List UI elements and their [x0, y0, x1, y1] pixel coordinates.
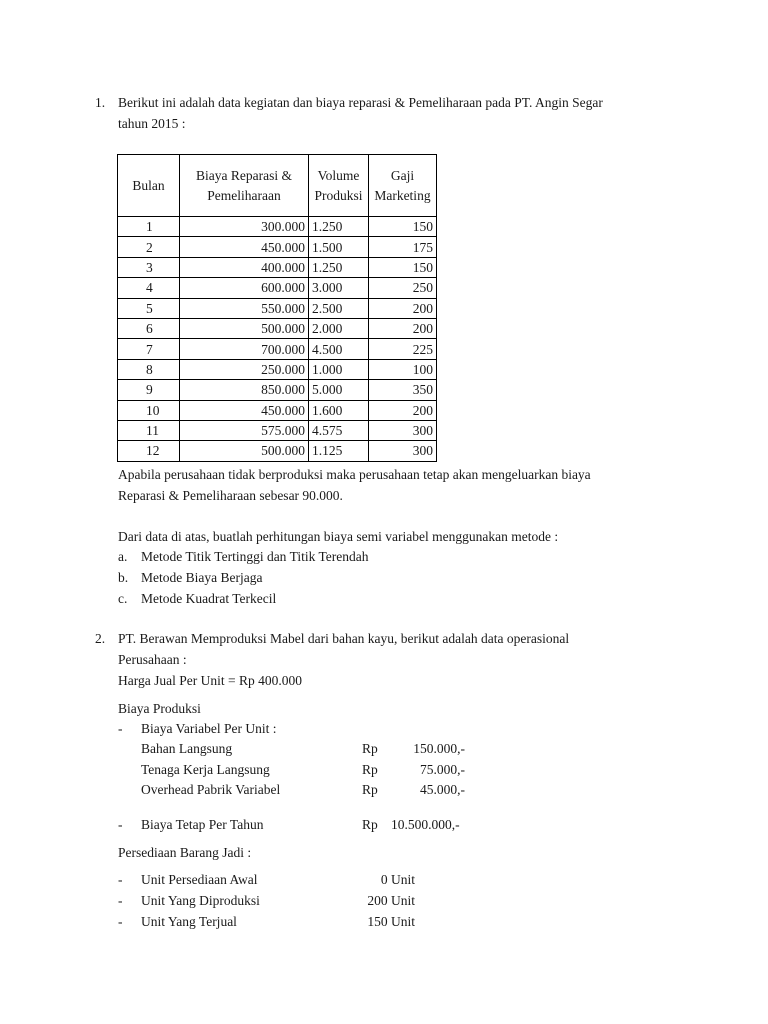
table-row: [118, 339, 437, 359]
table-row: [118, 217, 437, 237]
stock-label: Unit Yang Terjual: [141, 914, 237, 929]
cell-biaya: 700.000: [179, 339, 308, 359]
cell-bulan: 2: [118, 237, 180, 257]
list-dash: -: [118, 914, 123, 929]
cost-amount: 75.000,-: [420, 762, 465, 777]
cost-label: Bahan Langsung: [141, 741, 233, 756]
header-gaji: Gaji Marketing: [368, 155, 436, 217]
stock-value: 150 Unit: [367, 914, 415, 929]
cell-bulan: 5: [118, 298, 180, 318]
cell-bulan: 11: [118, 420, 180, 440]
q1-intro-line2: tahun 2015 :: [118, 116, 186, 131]
q2-tetap-label: Biaya Tetap Per Tahun: [141, 817, 264, 832]
cost-amount: 45.000,-: [420, 782, 465, 797]
list-dash: -: [118, 817, 123, 832]
cell-biaya: 850.000: [179, 380, 308, 400]
q1-note-line2: Reparasi & Pemeliharaan sebesar 90.000.: [118, 488, 343, 503]
cell-gaji: 200: [368, 318, 436, 338]
stock-value: 200 Unit: [367, 893, 415, 908]
q2-price: Harga Jual Per Unit = Rp 400.000: [118, 673, 302, 688]
cell-biaya: 400.000: [179, 257, 308, 277]
cell-bulan: 10: [118, 400, 180, 420]
cell-volume: 5.000: [308, 380, 368, 400]
cell-gaji: 150: [368, 217, 436, 237]
cost-label: Overhead Pabrik Variabel: [141, 782, 281, 797]
table-header-row: [118, 155, 437, 217]
cell-biaya: 450.000: [179, 400, 308, 420]
method-text: Metode Kuadrat Terkecil: [141, 591, 277, 606]
table-row: [118, 298, 437, 318]
table-row: [118, 257, 437, 277]
cell-gaji: 100: [368, 359, 436, 379]
cell-biaya: 300.000: [179, 217, 308, 237]
cell-biaya: 550.000: [179, 298, 308, 318]
stock-value: 0 Unit: [380, 872, 415, 887]
q1-note-line1: Apabila perusahaan tidak berproduksi maka perusahaan tetap akan mengeluarkan biaya: [118, 467, 591, 482]
table-row: [118, 237, 437, 257]
method-letter: b.: [118, 570, 129, 585]
header-bulan: Bulan: [118, 155, 180, 217]
cell-gaji: 250: [368, 278, 436, 298]
q2-persediaan-title: Persediaan Barang Jadi :: [118, 845, 252, 860]
header-biaya: Biaya Reparasi & Pemeliharaan: [179, 155, 308, 217]
cell-biaya: 450.000: [179, 237, 308, 257]
cell-volume: 3.000: [308, 278, 368, 298]
q1-intro-line1: Berikut ini adalah data kegiatan dan biaya reparasi & Pemeliharaan pada PT. Angin Segar: [118, 95, 603, 110]
cell-volume: 1.250: [308, 257, 368, 277]
cell-gaji: 300: [368, 441, 436, 461]
q2-tetap-currency: Rp: [362, 817, 378, 832]
list-dash: -: [118, 872, 123, 887]
method-text: Metode Biaya Berjaga: [141, 570, 263, 585]
q2-number: 2.: [95, 631, 106, 646]
cell-bulan: 7: [118, 339, 180, 359]
q1-data-table: [117, 154, 437, 462]
cell-volume: 1.000: [308, 359, 368, 379]
cell-volume: 1.600: [308, 400, 368, 420]
cell-bulan: 6: [118, 318, 180, 338]
cell-gaji: 300: [368, 420, 436, 440]
q1-task: Dari data di atas, buatlah perhitungan biaya semi variabel menggunakan metode :: [118, 529, 559, 544]
cell-bulan: 9: [118, 380, 180, 400]
stock-label: Unit Persediaan Awal: [141, 872, 258, 887]
table-row: [118, 420, 437, 440]
table-row: [118, 359, 437, 379]
table-row: [118, 380, 437, 400]
cost-currency: Rp: [362, 782, 378, 797]
q1-number: 1.: [95, 95, 106, 110]
cell-gaji: 200: [368, 400, 436, 420]
cell-volume: 1.125: [308, 441, 368, 461]
cell-biaya: 500.000: [179, 318, 308, 338]
list-dash: -: [118, 893, 123, 908]
table-row: [118, 318, 437, 338]
cell-biaya: 250.000: [179, 359, 308, 379]
table-row: [118, 441, 437, 461]
cell-volume: 2.500: [308, 298, 368, 318]
method-text: Metode Titik Tertinggi dan Titik Terendah: [141, 549, 369, 564]
header-volume: Volume Produksi: [308, 155, 368, 217]
cell-volume: 4.500: [308, 339, 368, 359]
cost-currency: Rp: [362, 762, 378, 777]
stock-label: Unit Yang Diproduksi: [141, 893, 260, 908]
cell-gaji: 350: [368, 380, 436, 400]
method-letter: a.: [118, 549, 128, 564]
cell-bulan: 3: [118, 257, 180, 277]
list-dash: -: [118, 721, 123, 736]
cell-gaji: 225: [368, 339, 436, 359]
cell-bulan: 12: [118, 441, 180, 461]
table-row: [118, 400, 437, 420]
cell-biaya: 575.000: [179, 420, 308, 440]
q2-intro-line1: PT. Berawan Memproduksi Mabel dari bahan kayu, berikut adalah data operasional: [118, 631, 570, 646]
cell-bulan: 4: [118, 278, 180, 298]
q2-intro-line2: Perusahaan :: [118, 652, 187, 667]
method-letter: c.: [118, 591, 128, 606]
q2-biaya-title: Biaya Produksi: [118, 701, 201, 716]
cell-volume: 1.500: [308, 237, 368, 257]
q2-variabel-label: Biaya Variabel Per Unit :: [141, 721, 277, 736]
table-row: [118, 278, 437, 298]
cost-currency: Rp: [362, 741, 378, 756]
cell-gaji: 150: [368, 257, 436, 277]
cell-biaya: 500.000: [179, 441, 308, 461]
q2-tetap-amount: 10.500.000,-: [391, 817, 460, 832]
cell-volume: 1.250: [308, 217, 368, 237]
cell-volume: 2.000: [308, 318, 368, 338]
cell-gaji: 175: [368, 237, 436, 257]
cell-biaya: 600.000: [179, 278, 308, 298]
cell-volume: 4.575: [308, 420, 368, 440]
cell-bulan: 1: [118, 217, 180, 237]
cost-label: Tenaga Kerja Langsung: [141, 762, 270, 777]
cell-gaji: 200: [368, 298, 436, 318]
cell-bulan: 8: [118, 359, 180, 379]
cost-amount: 150.000,-: [413, 741, 465, 756]
